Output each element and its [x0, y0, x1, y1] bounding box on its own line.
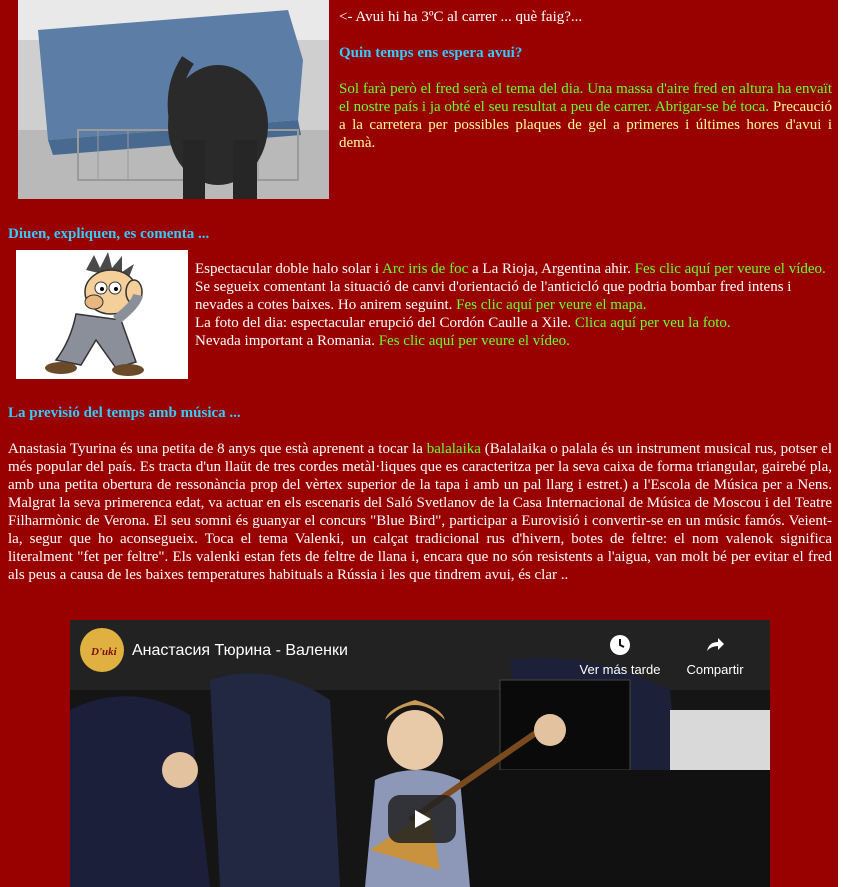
news-item: [195, 278, 834, 314]
play-button[interactable]: [388, 795, 456, 843]
share-label: Compartir: [686, 662, 744, 677]
video-title[interactable]: Анастасия Тюрина - Валенки: [132, 642, 348, 659]
news-text: La foto del dia: espectacular erupció del Cordón Caulle a Xile.: [195, 315, 575, 331]
watch-later-label: Ver más tarde: [579, 662, 661, 677]
intro-line: <- Avui hi ha 3ºC al carrer ... què faig?...: [339, 9, 583, 25]
photo-link[interactable]: Clica aquí per veu la foto.: [574, 315, 731, 331]
page-right-border: [838, 0, 843, 887]
news-item: [195, 260, 834, 278]
news-list: [195, 260, 834, 350]
music-text: (Balalaika o palala és un instrument musical rus, potser el més popular del país. Es tracta d'un llaüt de tres cordes metàl·liques que es caracteritza per la seva caixa de forma triangular, gairebé pla, amb una petita obertura de ressonància prop del vèrtex superior de la tapa i amb un pal llarg i estret.) a l'Escola de Música per a Nens. Malgrat la seva primerenca edat, va actuar en els escenaris del Saló Svetlanov de la Casa Internacional de Música de Moscou i del Teatre Filharmònic de Verona. El seu somni és guanyar el concurs "Blue Bird", participar a Eurovisió i convertir-se en un músic famós. Veient-la, segur que ho aconsegueix. Toca el tema Valenki, un calçat tradicional rus d'hivern, botes de feltre: el nom valenok significa literalment "fet per feltre". Els valenki estan fets de feltre de llana i, encara que no són resistents a l'aigua, van molt bé per evitar el fred als peus a causa de les baixes temperatures habituals a Rússia i les que tindrem avui, és clar ..: [8, 441, 832, 583]
music-paragraph: [8, 440, 832, 584]
news-text: Se segueix comentant la situació de canvi d'orientació de l'anticicló que podria bombar fred intens i nevades a cotes baixes. Ho anirem seguint.: [195, 279, 792, 313]
intro-text: [339, 8, 832, 170]
youtube-video-embed[interactable]: [70, 620, 770, 887]
news-text: a La Rioja, Argentina ahir.: [468, 261, 635, 277]
forecast-green-text: Sol farà però el fred serà el tema del dia. Una massa d'aire fred en altura ha envaït el nostre país i ja obté el seu resultat a peu de carrer. Abrigar-se bé toca.: [339, 81, 832, 115]
news-item: [195, 314, 834, 332]
music-text: Anastasia Tyurina és una petita de 8 anys que està aprenent a tocar la: [8, 441, 427, 457]
watch-later-button[interactable]: [576, 634, 664, 679]
clock-icon: [609, 634, 631, 656]
balalaika-link[interactable]: balalaika: [426, 441, 481, 457]
forecast-paragraph: [339, 80, 832, 152]
arc-iris-link[interactable]: Arc iris de foc: [382, 261, 469, 277]
channel-logo[interactable]: [80, 628, 124, 672]
share-icon: [704, 634, 726, 656]
channel-name: D'uki: [91, 646, 117, 658]
music-section-title: La previsió del temps amb música ...: [8, 405, 241, 421]
cartoon-listening-man: [16, 250, 188, 379]
news-item: [195, 332, 834, 350]
forecast-warning-text: Precaució a la carretera per possibles plaques de gel a primeres i últimes hores d'avui i demà.: [339, 99, 832, 151]
elephant-photo: [18, 0, 329, 199]
play-icon: [415, 810, 431, 828]
share-button[interactable]: [680, 634, 750, 679]
news-text: Espectacular doble halo solar i: [195, 261, 383, 277]
news-text: Nevada important a Romania.: [195, 333, 379, 349]
forecast-question: Quin temps ens espera avui?: [339, 45, 523, 61]
news-section-title: Diuen, expliquen, es comenta ...: [8, 226, 210, 242]
halo-video-link[interactable]: Fes clic aquí per veure el vídeo.: [634, 261, 826, 277]
map-link[interactable]: Fes clic aquí per veure el mapa.: [456, 297, 647, 313]
romania-video-link[interactable]: Fes clic aquí per veure el vídeo.: [378, 333, 570, 349]
